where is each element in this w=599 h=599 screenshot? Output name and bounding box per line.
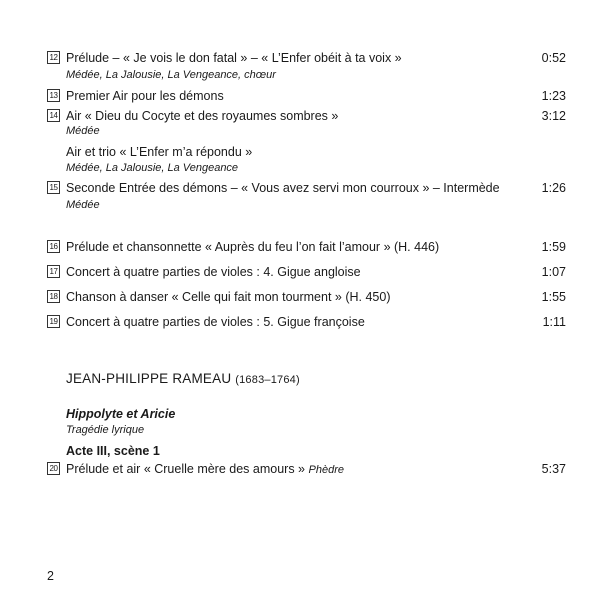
track-duration: 3:12 <box>541 109 566 123</box>
work-genre: Tragédie lyrique <box>66 424 145 436</box>
page-number: 2 <box>47 569 54 583</box>
track-title: Air et trio « L’Enfer m’a répondu » <box>66 145 253 159</box>
track-performers: Médée, La Jalousie, La Vengeance, chœur <box>66 69 276 81</box>
track-duration: 0:52 <box>541 51 566 65</box>
track-role: Phèdre <box>308 464 344 476</box>
track-number: 13 <box>47 89 60 102</box>
composer-heading <box>66 370 300 389</box>
track-performers: Médée, La Jalousie, La Vengeance <box>66 162 239 174</box>
work-title: Hippolyte et Aricie <box>66 407 176 421</box>
track-performers: Médée <box>66 125 100 137</box>
composer-years: (1683–1764) <box>235 374 300 386</box>
track-number: 15 <box>47 181 60 194</box>
track-title-line <box>66 461 344 478</box>
track-number: 17 <box>47 265 60 278</box>
track-number: 18 <box>47 290 60 303</box>
track-title: Concert à quatre parties de violes : 5. Gigue françoise <box>66 315 365 329</box>
track-duration: 1:23 <box>541 89 566 103</box>
act-heading: Acte III, scène 1 <box>66 444 160 458</box>
track-title: Premier Air pour les démons <box>66 89 224 103</box>
track-title: Concert à quatre parties de violes : 4. Gigue angloise <box>66 265 361 279</box>
track-duration: 1:55 <box>541 290 566 304</box>
track-duration: 1:07 <box>541 265 566 279</box>
track-title: Prélude et air « Cruelle mère des amours » <box>66 462 306 476</box>
track-duration: 1:26 <box>541 181 566 195</box>
track-title: Air « Dieu du Cocyte et des royaumes sombres » <box>66 109 339 123</box>
track-duration: 5:37 <box>541 462 566 476</box>
track-number: 14 <box>47 109 60 122</box>
track-title: Prélude et chansonnette « Auprès du feu l’on fait l’amour » (H. 446) <box>66 240 440 254</box>
track-number: 20 <box>47 462 60 475</box>
composer-name: JEAN-PHILIPPE RAMEAU <box>66 371 232 386</box>
track-duration: 1:59 <box>541 240 566 254</box>
track-title: Seconde Entrée des démons – « Vous avez servi mon courroux » – Intermède <box>66 181 500 195</box>
track-number: 19 <box>47 315 60 328</box>
track-duration: 1:11 <box>542 315 566 329</box>
track-title: Prélude – « Je vois le don fatal » – « L’Enfer obéit à ta voix » <box>66 51 402 65</box>
track-number: 16 <box>47 240 60 253</box>
track-title: Chanson à danser « Celle qui fait mon tourment » (H. 450) <box>66 290 391 304</box>
track-performers: Médée <box>66 199 100 211</box>
track-number: 12 <box>47 51 60 64</box>
